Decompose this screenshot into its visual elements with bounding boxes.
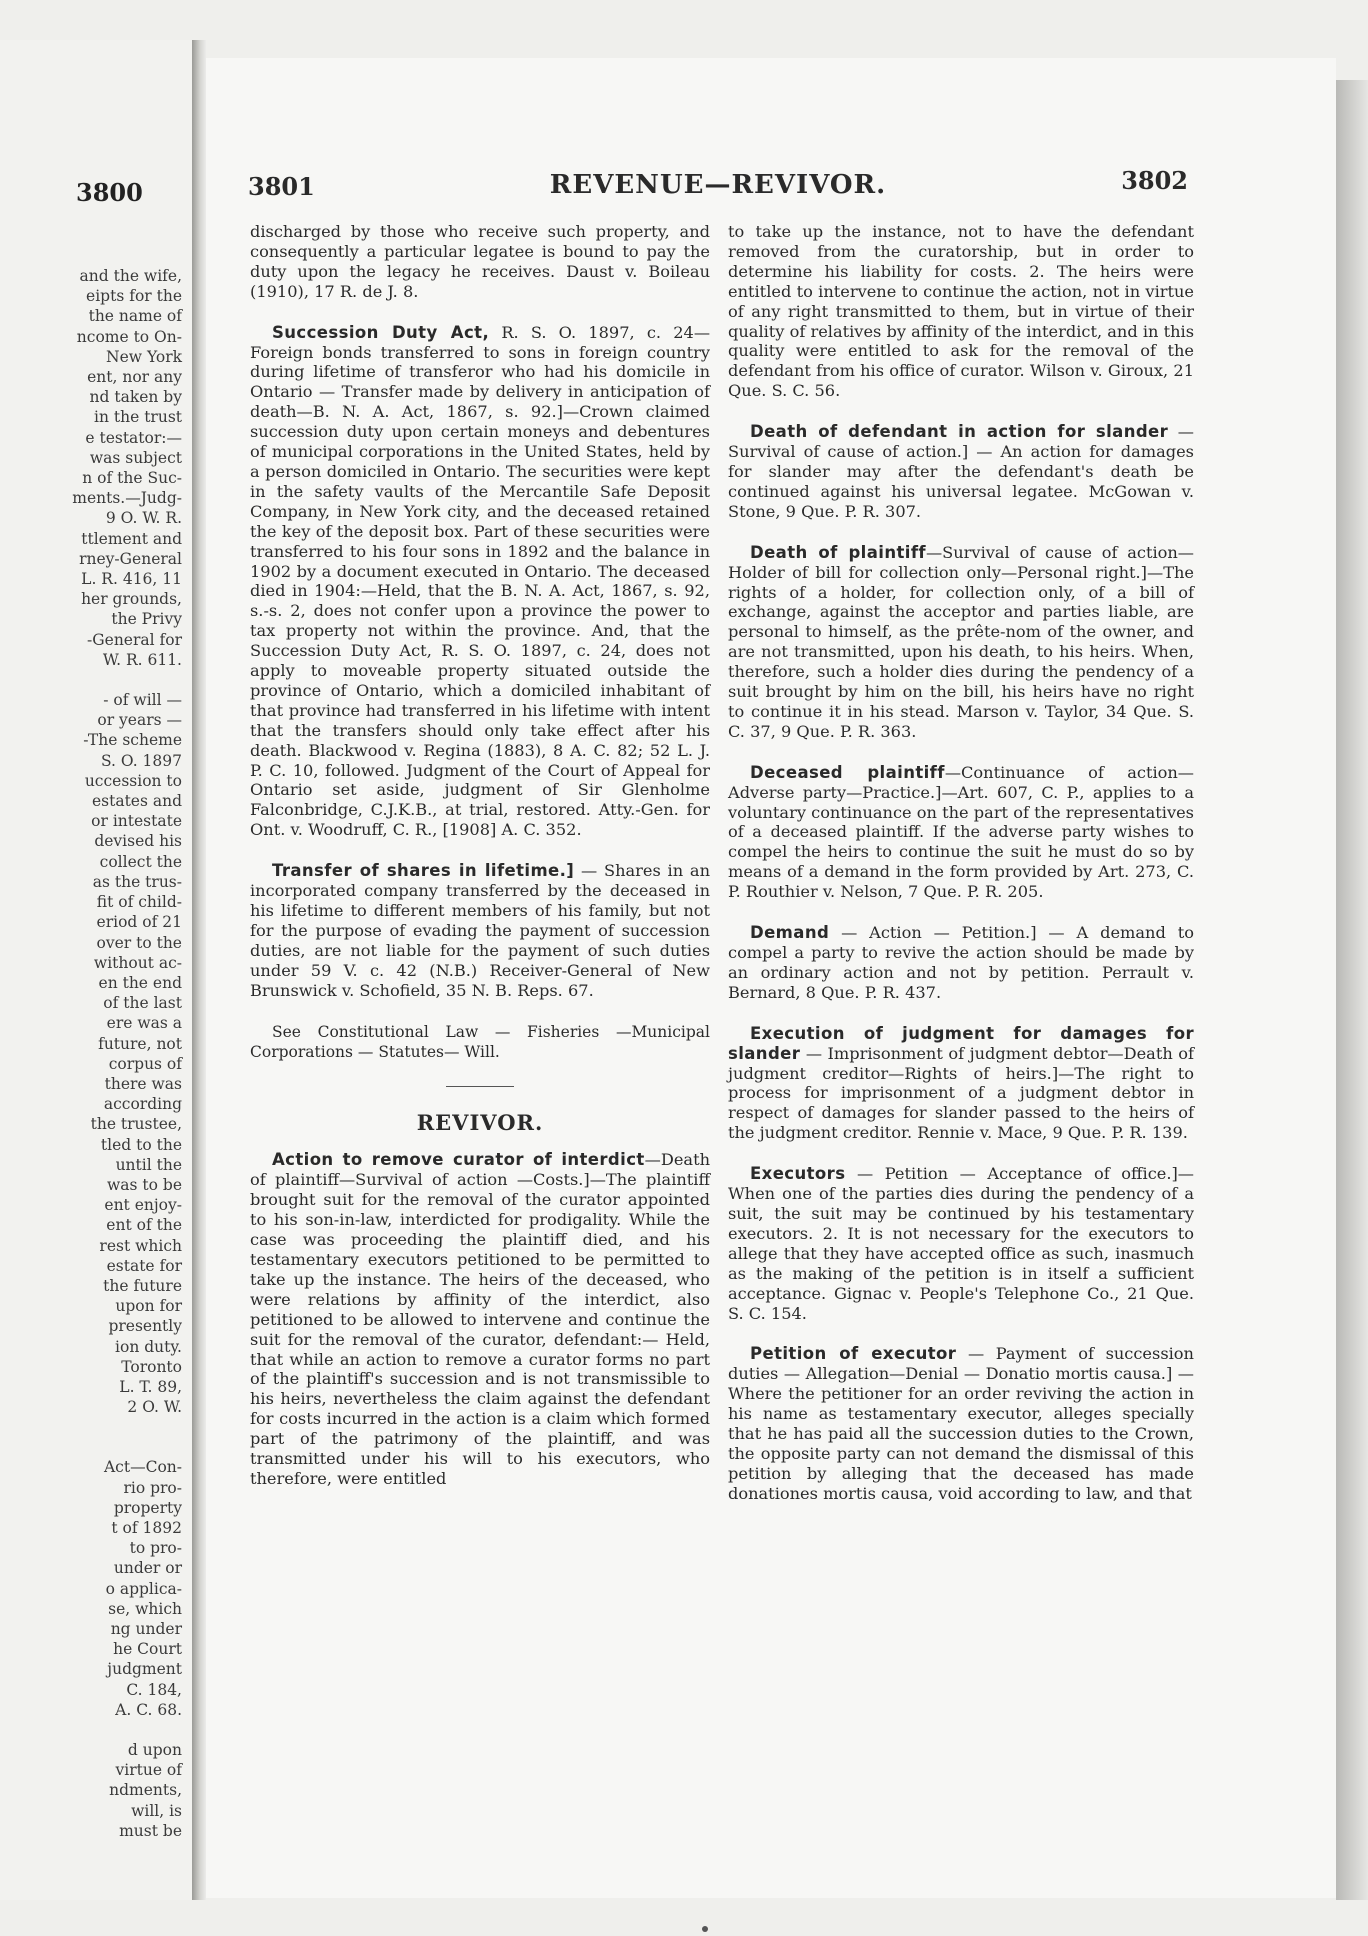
left-page-line: as the trus- — [92, 872, 182, 891]
left-page-line: Toronto — [121, 1357, 182, 1376]
left-page-line: eriod of 21 — [96, 913, 182, 932]
left-page-line: collect the — [99, 852, 182, 871]
left-page-line: was subject — [89, 448, 182, 467]
entry-heading: Petition of executor — [750, 1344, 957, 1364]
entry-demand — [728, 923, 1194, 1003]
left-page-line: estates and — [91, 792, 182, 811]
entry-text: to take up the instance, not to have the defendant removed from the curatorship, but in order to determine his liability for costs. 2. The heirs were entitled to intervene to continue the action, not in virtue of any right transmitted to them, but in virtue of their quality of relatives by affinity of the interdict, and in this quality were entitled to ask for the removal of the defendant from his office of curator. Wilson v. Giroux, 21 Que. S. C. 56. — [728, 222, 1194, 401]
left-page-line: fit of child- — [96, 893, 182, 912]
entry-text: — Petition — Acceptance of office.]—When one of the parties dies during the pendency of a suit, the suit may be continued by his testamentary executors. 2. It is not necessary for the executors to allege that they have accepted office as such, inasmuch as the making of the petition is in itself a sufficient acceptance. Gignac v. People's Telephone Co., 21 Que. S. C. 154. — [728, 1164, 1194, 1323]
left-page-line: en the end — [98, 973, 182, 992]
section-title: REVIVOR. — [416, 1109, 544, 1135]
entry-heading: Death of plaintiff — [750, 542, 926, 562]
left-page-line: ent enjoy- — [104, 1196, 182, 1215]
left-page-line: the future — [103, 1276, 182, 1295]
entry-text: —Death of plaintiff—Survival of action —Costs.]—The plaintiff brought suit for the removal of the curator appointed to his son-in-law, interdicted for prodigality. While the case was proceeding the plaintiff died, and his testamentary executors petitioned to be permitted to take up the instance. The heirs of the deceased, who were relations by affinity of the interdict, also petitioned to be allowed to intervene and continue the suit for the removal of the curator, defendant:— Held, that while an action to remove a curator forms no part of the plaintiff's succession and is not transmissible to his heirs, nevertheless the claim against the defendant for costs incurred in the action is a claim which formed part of the patrimony of the plaintiff, and was transmitted under his will to his executors, who therefore, were entitled — [250, 1150, 710, 1488]
left-page-line: was to be — [107, 1175, 182, 1194]
left-page-line: n of the Suc- — [82, 469, 182, 488]
left-page-line: nd taken by — [89, 388, 182, 407]
entry-heading: Action to remove curator of interdict — [272, 1150, 645, 1170]
see-also-reference: See Constitutional Law — Fisheries —Municipal Corporations — Statutes— Will. — [250, 1022, 710, 1061]
entry-heading: Executors — [750, 1164, 846, 1184]
entry-text: — Action — Petition.] — A demand to compel a party to revive the action should be made by an ordinary action and not by petition. Perrault v. Bernard, 8 Que. P. R. 437. — [728, 923, 1194, 1002]
left-page-line: ng under — [110, 1620, 182, 1638]
entry-transfer-of-shares — [250, 861, 710, 1000]
left-page-line: her grounds, — [81, 590, 182, 609]
entry-deceased-plaintiff — [728, 763, 1194, 902]
left-page-line: property — [113, 1498, 182, 1517]
left-page-line — [0, 1720, 182, 1740]
entry-execution-of-judgment — [728, 1024, 1194, 1143]
left-page-line: or years — — [97, 711, 182, 730]
entry-continued — [728, 222, 1194, 401]
left-page-line: C. 184, — [126, 1680, 182, 1699]
entry-text: — Shares in an incorporated company transferred by the deceased in his lifetime to different members of his family, but not for the purpose of evading the payment of succession duties, are not liable for the payment of such duties under 59 V. c. 42 (N.B.) Receiver-General of New Brunswick v. Schofield, 35 N. B. Reps. 67. — [250, 861, 710, 1000]
left-page-line: the name of — [88, 307, 182, 326]
left-page-line: rney-General — [79, 549, 182, 568]
entry-heading: Demand — [750, 923, 830, 943]
left-page-line: ments.—Judg- — [72, 489, 182, 508]
page-number-right: 3802 — [1121, 166, 1188, 195]
left-page-line: of the last — [103, 994, 182, 1013]
left-page-line: over to the — [96, 933, 182, 952]
left-page-line: 2 O. W. — [127, 1398, 182, 1417]
left-page-number: 3800 — [76, 178, 143, 207]
left-page-line: 9 O. W. R. — [105, 509, 182, 528]
entry-text: — Imprisonment of judgment debtor—Death of judgment creditor—Rights of heirs.]—The right to process for imprisonment of a judgment debtor in respect of damages for slander passed to the heirs of the judgment creditor. Rennie v. Mace, 9 Que. P. R. 139. — [728, 1043, 1194, 1143]
entry-text: —Survival of cause of action—Holder of bill for collection only—Personal right.]—The rights of a holder, for collection only, of a bill of exchange, against the acceptor and parties liable, are personal to himself, as the prête-nom of the owner, and are not transmitted, upon his death, to his heirs. When, therefore, such a holder dies during the pendency of a suit brought by him on the bill, his heirs have no right to continue it in his stead. Marson v. Taylor, 34 Que. S. C. 37, 9 Que. P. R. 363. — [728, 542, 1194, 741]
entry-petition-of-executor — [728, 1344, 1194, 1503]
left-facing-page — [0, 40, 194, 1900]
left-page-line: L. R. 416, 11 — [81, 570, 182, 589]
left-page-line: W. R. 611. — [102, 650, 182, 669]
page-number-left: 3801 — [248, 172, 315, 201]
left-page-line: d upon — [127, 1741, 182, 1760]
page-edge — [1336, 80, 1368, 1900]
left-page-line: presently — [108, 1317, 182, 1336]
left-page-line: and the wife, — [79, 267, 182, 285]
left-page-line: must be — [119, 1821, 182, 1840]
left-page-line: future, not — [98, 1034, 182, 1053]
left-page-line: ent, nor any — [87, 368, 182, 387]
left-page-line: L. T. 89, — [119, 1377, 182, 1396]
left-page-line — [0, 670, 182, 690]
scan-mark — [702, 1926, 708, 1932]
running-title: REVENUE—REVIVOR. — [549, 170, 887, 200]
left-page-line: in the trust — [94, 408, 182, 427]
left-page-line: ndments, — [109, 1781, 182, 1800]
left-page-line: rest which — [99, 1236, 182, 1255]
left-page-line: there was — [104, 1074, 182, 1093]
left-page-line: virtue of — [115, 1761, 182, 1780]
left-page-line: estate for — [106, 1256, 182, 1275]
entry-action-to-remove-curator — [250, 1150, 710, 1488]
entry-death-of-plaintiff — [728, 543, 1194, 742]
left-page-text — [0, 266, 182, 1841]
entry-heading: Transfer of shares in lifetime.] — [272, 861, 575, 881]
entry-heading: Execution of judgment for damages for slander — [728, 1023, 1194, 1063]
running-header — [248, 166, 1188, 206]
entry-text: — Payment of succession duties — Allegation—Denial — Donatio mortis causa.] — Where the petitioner for an order reviving the action in his name as testamentary executor, alleges specially that he has paid all the succession duties to the Crown, the opposite party can not demand the dismissal of this petition by alleging that the deceased has made donationes mortis causa, void according to law, and that — [728, 1344, 1194, 1503]
left-page-line: ion duty. — [115, 1337, 182, 1356]
entry-continued — [250, 222, 710, 302]
entry-heading: Deceased plaintiff — [750, 762, 945, 782]
left-page-line: - of will — — [103, 691, 182, 710]
section-divider — [446, 1086, 514, 1087]
entry-death-of-defendant — [728, 422, 1194, 522]
left-page-line: se, which — [108, 1599, 182, 1618]
left-page-line: upon for — [115, 1297, 182, 1316]
book-gutter — [192, 40, 206, 1900]
left-page-line: tled to the — [100, 1135, 182, 1154]
column-left — [250, 222, 710, 1510]
left-page-line: will, is — [131, 1801, 182, 1820]
left-page-line: judgment — [107, 1660, 182, 1679]
left-page-line — [0, 1437, 182, 1457]
left-page-line: -The scheme — [83, 731, 182, 750]
left-page-line: New York — [106, 347, 182, 366]
left-page-line: e testator:— — [85, 428, 182, 447]
left-page-line: -General for — [87, 630, 182, 649]
left-page-line: t of 1892 — [111, 1518, 182, 1537]
left-page-line: ere was a — [106, 1014, 182, 1033]
left-page-line: he Court — [113, 1640, 182, 1659]
left-page-line: devised his — [94, 832, 182, 851]
left-page-line: to pro- — [129, 1539, 182, 1558]
left-page-line: o applica- — [105, 1579, 182, 1598]
left-page-line: corpus of — [108, 1054, 182, 1073]
entry-text: —Continuance of action—Adverse party—Practice.]—Art. 607, C. P., applies to a voluntary continuance on the part of the representatives of a deceased plaintiff. If the adverse party wishes to compel the heirs to continue the suit he must do so by means of a demand in the form provided by Art. 273, C. P. Routhier v. Nelson, 7 Que. P. R. 205. — [728, 762, 1194, 902]
left-page-line: eipts for the — [86, 287, 182, 306]
left-page-line: the Privy — [111, 610, 182, 629]
left-page-line: according — [103, 1095, 182, 1114]
left-page-line: or intestate — [91, 812, 182, 831]
left-page-line: S. O. 1897 — [100, 751, 182, 770]
left-page-line: ncome to On- — [76, 327, 182, 346]
left-page-line: until the — [115, 1155, 182, 1174]
left-page-line: uccession to — [84, 771, 182, 790]
column-right — [728, 222, 1194, 1525]
entry-text: discharged by those who receive such property, and consequently a particular legatee is bound to pay the duty upon the legacy he receives. Daust v. Boileau (1910), 17 R. de J. 8. — [250, 222, 710, 301]
left-page-line: Act—Con- — [103, 1458, 182, 1477]
left-page-line: ttlement and — [81, 529, 182, 548]
left-page-line: A. C. 68. — [115, 1700, 182, 1719]
entry-text: R. S. O. 1897, c. 24—Foreign bonds transferred to sons in foreign country during lifetime of transferor who had his domicile in Ontario — Transfer made by delivery in anticipation of death—B. N. A. Act, 1867, s. 92.]—Crown claimed succession duty upon certain moneys and debentures of municipal corporations in the United States, held by a person domiciled in Ontario. The securities were kept in the safety vaults of the Mercantile Safe Deposit Company, in New York city, and the deceased retained the key of the deposit box. Part of these securities were transferred to his four sons in 1892 and the balance in 1902 by a document executed in Ontario. The deceased died in 1904:—Held, that the B. N. A. Act, 1867, s. 92, s.-s. 2, does not confer upon a province the power to tax property not within the province. And, that the Succession Duty Act, R. S. O. 1897, c. 24, does not apply to moveable property situated outside the province of Ontario, which a domiciled inhabitant of that province had transferred in his lifetime with intent that the transfers should only take effect after his death. Blackwood v. Regina (1883), 8 A. C. 82; 52 L. J. P. C. 10, followed. Judgment of the Court of Appeal for Ontario set aside, judgment of Sir Glenholme Falconbridge, C.J.K.B., at trial, restored. Atty.-Gen. for Ont. v. Woodruff, C. R., [1908] A. C. 352. — [250, 322, 711, 840]
entry-succession-duty-act — [250, 323, 710, 841]
left-page-line: under or — [113, 1559, 182, 1578]
entry-text: — Survival of cause of action.] — An action for damages for slander may after the defendant's death be continued against his universal legatee. McGowan v. Stone, 9 Que. P. R. 307. — [728, 422, 1194, 521]
left-page-line: rio pro- — [123, 1478, 182, 1497]
left-page-line: ent of the — [106, 1216, 182, 1235]
left-page-line: the trustee, — [90, 1115, 182, 1134]
entry-heading: Death of defendant in action for slander — [750, 422, 1169, 442]
entry-heading: Succession Duty Act, — [272, 322, 490, 342]
entry-executors — [728, 1164, 1194, 1323]
left-page-line: without ac- — [93, 953, 182, 972]
left-page-line — [0, 1417, 182, 1437]
